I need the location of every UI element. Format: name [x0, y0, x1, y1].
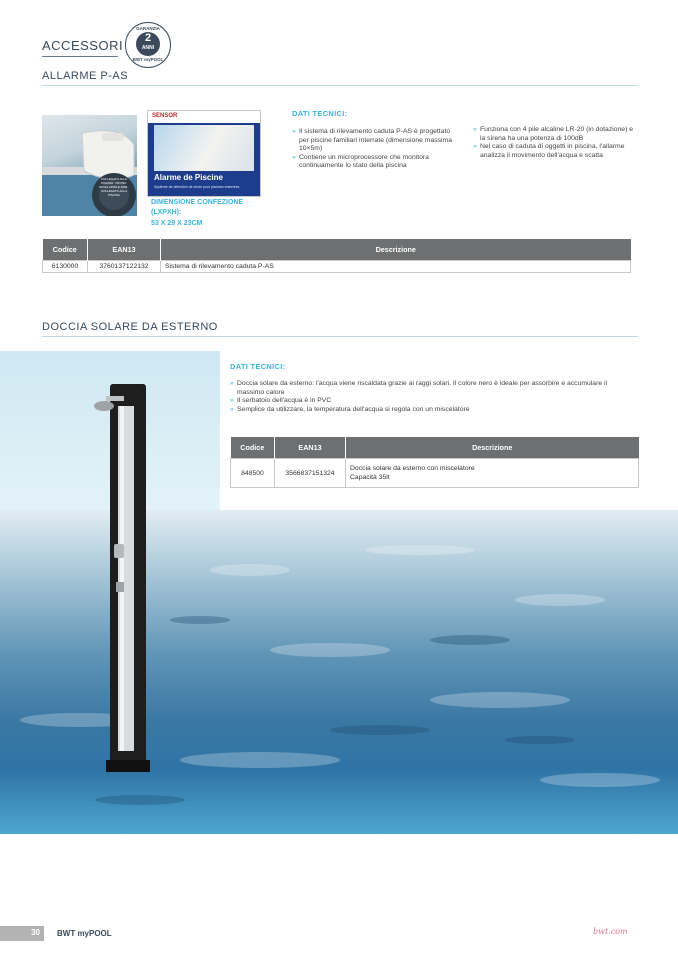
shower-product-table	[230, 437, 639, 488]
badge-top-text: GARANZIA	[136, 26, 160, 31]
spec-item: » Nel caso di caduta di oggetti in piscina, l'allarme analizza il movimento dell'acqua e scatta	[473, 143, 638, 160]
spec-item: » Il sistema di rilevamento caduta P-AS è progettato per piscine familiari interrate (dimensione massima 10×5m)	[292, 128, 456, 154]
alarm-section-rule	[42, 85, 638, 86]
shower-specs	[230, 380, 630, 414]
shower-tech-title: DATI TECNICI:	[230, 362, 286, 371]
alarm-device-graphic	[42, 115, 137, 216]
alarm-specs-left	[292, 128, 456, 171]
col-header-code: Codice	[43, 239, 88, 261]
solar-shower-photo	[92, 384, 162, 774]
cell-ean: 3566837151324	[275, 459, 346, 488]
footer-brand: BWT myPOOL	[57, 929, 112, 938]
spec-item: » Semplice da utilizzare, la temperatura dell'acqua si regola con un miscelatore	[230, 406, 630, 415]
box-top	[148, 111, 260, 123]
alarm-product-photo	[42, 115, 137, 216]
dimension-label: DIMENSIONE CONFEZIONE (LXPXH):	[151, 199, 244, 216]
shower-section-rule	[42, 336, 638, 337]
cell-ean: 3760137122132	[88, 261, 161, 273]
badge-bottom-text: BWT myPOOL	[132, 57, 164, 62]
badge-unit: ANNI	[141, 45, 155, 51]
col-header-ean: EAN13	[88, 239, 161, 261]
alarm-photo-sticker: COLLEGATO ALLA PISCINA · NF P90-307/A1 APRILE 2009 · COLLEGATO ALLA PISCINA	[98, 177, 130, 197]
description-line: Doccia solare da esterno con miscelatore	[350, 465, 475, 472]
alarm-product-table	[42, 239, 631, 273]
dimension-value: 53 X 29 X 23CM	[151, 220, 203, 227]
box-brand: SENSOR	[152, 113, 178, 119]
header-title: ACCESSORI	[42, 38, 124, 53]
description-capacity: Capacità 35lt	[350, 474, 390, 481]
header-rule	[42, 56, 118, 57]
warranty-badge	[125, 22, 171, 68]
badge-number: 2	[144, 32, 152, 44]
cell-description: Sistema di rilevamento caduta P-AS	[161, 261, 631, 273]
spec-item: » Il serbatoio dell'acqua è in PVC	[230, 397, 630, 406]
solar-shower-graphic	[92, 384, 162, 774]
page-header	[42, 22, 638, 70]
alarm-section-title: ALLARME P-AS	[42, 70, 129, 82]
spec-item: » Funziona con 4 pile alcaline LR-20 (in dotazione) e la sirena ha una potenza di 100dB	[473, 126, 638, 143]
col-header-description: Descrizione	[161, 239, 631, 261]
shower-section-title: DOCCIA SOLARE DA ESTERNO	[42, 321, 218, 333]
alarm-specs-right	[473, 126, 638, 160]
table-header-row	[231, 437, 639, 459]
spec-item: » Contiene un microprocessore che monitora continuamente lo stato della piscina	[292, 154, 456, 171]
cell-code: 848500	[231, 459, 275, 488]
box-image	[154, 125, 254, 171]
table-header-row	[43, 239, 631, 261]
col-header-code: Codice	[231, 437, 275, 459]
box-note: Système de détection de chute pour piscines enterrées	[154, 185, 240, 189]
cell-description	[346, 459, 639, 488]
footer-page-number-tab	[0, 926, 44, 941]
col-header-description: Descrizione	[346, 437, 639, 459]
cell-code: 6130000	[43, 261, 88, 273]
page-number: 30	[31, 928, 40, 937]
alarm-product-box	[147, 110, 261, 197]
badge-disc	[136, 32, 160, 56]
box-label: Alarme de Piscine	[154, 173, 223, 182]
table-row	[231, 459, 639, 488]
table-row	[43, 261, 631, 273]
col-header-ean: EAN13	[275, 437, 346, 459]
footer-site: bwt.com	[593, 927, 628, 936]
spec-item: » Doccia solare da esterno: l'acqua viene riscaldata grazie ai raggi solari. Il colore nero è ideale per assorbire e accumulare il massimo calore	[230, 380, 630, 397]
alarm-tech-title: DATI TECNICI:	[292, 109, 348, 118]
